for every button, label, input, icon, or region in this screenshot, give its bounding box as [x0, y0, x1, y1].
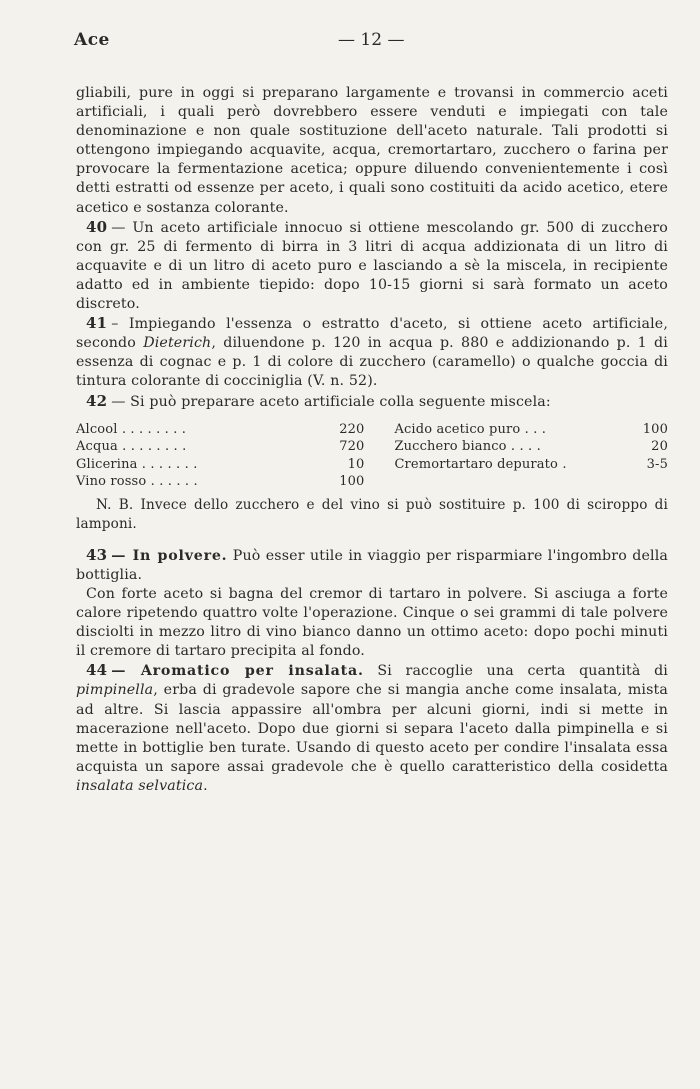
- section-number: 41: [86, 314, 108, 333]
- ingredient-row: [394, 456, 668, 474]
- ingredient-qty: 10: [347, 456, 365, 472]
- section-text: – Impiegando l'essenza o estratto d'aceto, si ottiene aceto artificiale, secondo: [76, 316, 668, 352]
- ingredient-row: [76, 421, 364, 439]
- section-42: [76, 392, 668, 412]
- section-number: 42: [86, 391, 108, 410]
- ingredient-row: [76, 456, 364, 474]
- ingredient-qty: 100: [339, 474, 365, 490]
- section-text: Può esser utile in viaggio per risparmiare l'ingombro della bottiglia.: [76, 547, 668, 583]
- ingredients-table: [76, 421, 668, 491]
- ingredient-name: Acido acetico puro . . .: [394, 421, 547, 437]
- ingredient-row: [394, 421, 668, 439]
- section-43-body: Con forte aceto si bagna del cremor di tartaro in polvere. Si asciuga a forte calore ripetendo quattro volte l'operazione. Cinque o sei grammi di tale polvere disciolti in mezzo litro di vino bianco danno un ottimo aceto: dopo pochi minuti il cremore di tartaro precipita al fondo.: [76, 585, 668, 660]
- ingredient-name: Alcool . . . . . . . .: [76, 421, 187, 437]
- ingredient-row: [394, 438, 668, 456]
- ingredient-qty: 100: [642, 421, 668, 437]
- section-number: 40: [86, 217, 108, 236]
- ingredient-row: [76, 438, 364, 456]
- salad-name: insalata selvatica: [76, 777, 204, 794]
- section-number: 43: [86, 545, 108, 564]
- section-41: [76, 314, 668, 391]
- section-43: [76, 546, 668, 585]
- page-header: [74, 30, 668, 56]
- section-text: — Un aceto artificiale innocuo si ottiene mescolando gr. 500 di zucchero con gr. 25 di fermento di birra in 3 litri di acqua addizionata di un litro di acquavite e di un litro di aceto puro e lasciando a sè la miscela, in recipiente adatto ed in ambiente tiepido: dopo 10-15 giorni si sarà formato un aceto discreto.: [76, 219, 668, 313]
- ingredient-name: Vino rosso . . . . . .: [76, 474, 198, 490]
- ingredients-right-column: [394, 421, 668, 491]
- recipe-note: N. B. Invece dello zucchero e del vino si può sostituire p. 100 di sciroppo di lamponi.: [76, 496, 668, 532]
- section-44: [76, 661, 668, 796]
- section-heading: — In polvere.: [111, 547, 228, 564]
- ingredient-qty: 3-5: [646, 456, 668, 472]
- running-head: Ace: [74, 30, 110, 50]
- ingredients-left-column: [76, 421, 364, 491]
- section-text: — Si può preparare aceto artificiale colla seguente miscela:: [111, 393, 551, 410]
- page-number: — 12 —: [338, 30, 405, 50]
- section-heading: — Aromatico per insalata.: [111, 663, 364, 680]
- section-text: Si raccoglie una certa quantità di: [377, 663, 668, 680]
- ingredient-name: Zucchero bianco . . . .: [394, 439, 541, 455]
- section-text: , erba di gradevole sapore che si mangia anche come insalata, mista ad altre. Si lascia appassire all'ombra per alcuni giorni, indi si mette in macerazione nell'aceto. Dopo due giorni si separa l'aceto dalla pimpinella e si mette in bottiglie ben turate. Usando di questo aceto per condire l'insalata essa acquista un sapore assai gradevole che è quello caratteristico della cosidetta: [76, 682, 668, 775]
- section-number: 44: [86, 661, 108, 680]
- section-text: .: [203, 777, 208, 794]
- section-40: [76, 218, 668, 314]
- ingredient-name: Acqua . . . . . . . .: [76, 439, 187, 455]
- page-body: [76, 84, 668, 796]
- ingredient-name: Glicerina . . . . . . .: [76, 456, 198, 472]
- plant-name: pimpinella: [76, 682, 154, 699]
- intro-paragraph: gliabili, pure in oggi si preparano largamente e trovansi in commercio aceti artificiali, i quali però dovrebbero essere venduti e impiegati con tale denominazione e non quale sostituzione dell'aceto naturale. Tali prodotti si ottengono impiegando acquavite, acqua, cremortartaro, zucchero o farina per provocare la fermentazione acetica; oppure diluendo convenientemente i così detti estratti od essenze per aceto, i quali sono costituiti da acido acetico, etere acetico e sostanza colorante.: [76, 85, 668, 216]
- ingredient-qty: 720: [339, 439, 365, 455]
- section-text: , diluendone p. 120 in acqua p. 880 e addizionando p. 1 di essenza di cognac e p. 1 di colore di zucchero (caramello) o qualche goccia di tintura colorante di cocciniglia (V. n. 52).: [76, 335, 668, 390]
- ingredient-name: Cremortartaro depurato .: [394, 456, 567, 472]
- ingredient-qty: 20: [651, 439, 668, 455]
- author-name: Dieterich: [143, 335, 212, 352]
- ingredient-row: [76, 473, 364, 491]
- ingredient-qty: 220: [339, 421, 365, 437]
